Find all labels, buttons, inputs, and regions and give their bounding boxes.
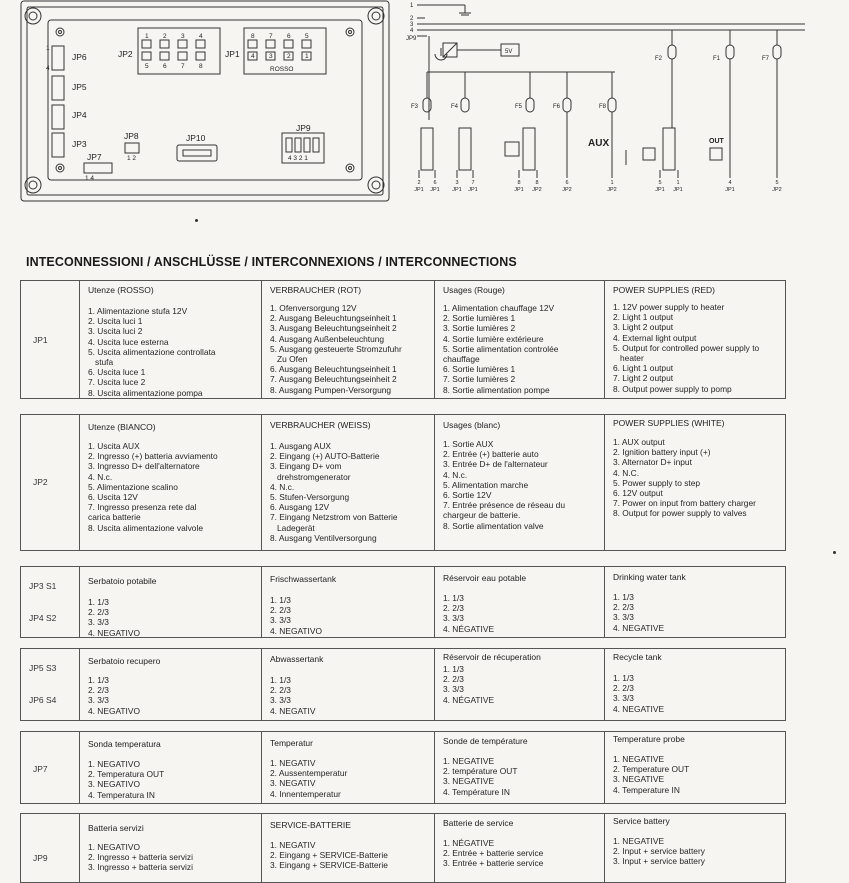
list-item: 1. 1/3 bbox=[443, 664, 464, 674]
list-item: 1. 1/3 bbox=[88, 597, 109, 607]
list-item: 2. 2/3 bbox=[443, 674, 464, 685]
list-item: 1. Uscita AUX bbox=[88, 441, 140, 451]
list-item: 6. Light 1 output bbox=[613, 363, 674, 374]
schem-out-pin-4: 7 bbox=[471, 180, 475, 186]
list-item: 8. Uscita alimentazione pompa bbox=[88, 387, 203, 398]
relay-5v-label: 5V bbox=[505, 49, 513, 55]
list-item: stufa bbox=[95, 357, 114, 368]
french-cell bbox=[434, 415, 604, 550]
list-item: 5. Output for controlled power supply to bbox=[613, 342, 760, 353]
list-item: 1. Ofenversorgung 12V bbox=[270, 303, 357, 313]
list-item: 3. 3/3 bbox=[88, 617, 109, 628]
english-heading: Temperature probe bbox=[613, 734, 685, 744]
italian-heading: Serbatoio recupero bbox=[88, 656, 161, 666]
english-heading: Drinking water tank bbox=[613, 572, 686, 582]
schem-out-conn-7: JP2 bbox=[562, 187, 572, 193]
italian-cell bbox=[79, 281, 261, 398]
schem-out-conn-6: JP2 bbox=[532, 187, 542, 193]
list-item: 8. Sortie alimentation valve bbox=[443, 520, 544, 531]
schem-out-conn-5: JP1 bbox=[514, 187, 524, 193]
list-item: 7. Entrée présence de réseau du bbox=[443, 500, 565, 511]
list-item: 4. Temperature IN bbox=[613, 784, 680, 795]
connector-label: JP4 S2 bbox=[29, 613, 57, 623]
list-item: 3. Alternator D+ input bbox=[613, 457, 692, 468]
list-item: 3. 3/3 bbox=[613, 693, 634, 704]
row-jp9 bbox=[20, 813, 786, 883]
list-item: 2. 2/3 bbox=[443, 603, 464, 614]
list-item: 1. 1/3 bbox=[613, 592, 634, 602]
list-item: 7. Ingresso presenza rete dal bbox=[88, 502, 197, 513]
list-item: 4. NÉGATIVE bbox=[443, 623, 495, 634]
french-heading: Sonde de température bbox=[443, 736, 528, 746]
connector-cell bbox=[21, 567, 79, 637]
list-item: 8. Sortie alimentation pompe bbox=[443, 384, 550, 395]
list-item: 7. Light 2 output bbox=[613, 373, 674, 384]
list-item: 4. Ausgang Außenbeleuchtung bbox=[270, 333, 385, 344]
list-item: 2. Sortie lumières 1 bbox=[443, 313, 516, 324]
german-heading: Abwassertank bbox=[270, 654, 324, 664]
german-cell bbox=[261, 814, 434, 882]
list-item: 3. Uscita luci 2 bbox=[88, 326, 143, 337]
list-item: 4. Sortie lumière extérieure bbox=[443, 333, 544, 344]
italian-cell bbox=[79, 415, 261, 550]
connector-label: JP1 bbox=[33, 335, 48, 345]
english-cell bbox=[604, 814, 785, 882]
french-heading: Usages (blanc) bbox=[443, 420, 501, 430]
list-item: 4. NEGATIVE bbox=[613, 622, 665, 633]
jp3-label: JP3 bbox=[72, 139, 87, 149]
schem-out-pin-6: 8 bbox=[535, 180, 539, 186]
jp6-pin-4: 4 bbox=[46, 65, 50, 72]
german-heading: SERVICE-BATTERIE bbox=[270, 820, 351, 830]
list-item: 2. 2/3 bbox=[613, 683, 634, 694]
schem-out-conn-12: JP2 bbox=[772, 187, 782, 193]
list-item: 1. 1/3 bbox=[270, 675, 291, 685]
schem-out-pin-8: 1 bbox=[610, 180, 614, 186]
list-item: 2. Eingang (+) AUTO-Batterie bbox=[270, 451, 380, 462]
italian-heading: Sonda temperatura bbox=[88, 739, 161, 749]
list-item: 2. 2/3 bbox=[88, 607, 109, 618]
italian-cell bbox=[79, 814, 261, 882]
schem-out-conn-11: JP1 bbox=[725, 187, 735, 193]
italian-heading: Utenze (ROSSO) bbox=[88, 285, 154, 295]
french-cell bbox=[434, 732, 604, 803]
german-heading: VERBRAUCHER (WEISS) bbox=[270, 420, 371, 430]
list-item: 2. Temperatura OUT bbox=[88, 769, 165, 780]
schem-out-pin-3: 3 bbox=[455, 180, 459, 186]
schem-out-pin-10: 1 bbox=[676, 180, 680, 186]
french-cell bbox=[434, 281, 604, 398]
jp2-pin-7: 7 bbox=[181, 63, 185, 70]
jp5-label: JP5 bbox=[72, 82, 87, 92]
list-item: 2. Ausgang Beleuchtungseinheit 1 bbox=[270, 313, 397, 324]
jp1-pin-1: 1 bbox=[305, 53, 309, 60]
list-item: 4. Innentemperatur bbox=[270, 788, 341, 799]
jp9-label: JP9 bbox=[296, 123, 311, 133]
list-item: 5. Ausgang gesteuerte Stromzufuhr bbox=[270, 343, 402, 354]
list-item: 3. NEGATIVE bbox=[613, 774, 665, 785]
jp2-pin-3: 3 bbox=[181, 33, 185, 40]
list-item: 3. Input + service battery bbox=[613, 856, 705, 867]
schem-top-pin-3: 3 bbox=[410, 22, 414, 28]
jp1-pin-4: 4 bbox=[251, 53, 255, 60]
list-item: 3. Eingang D+ vom bbox=[270, 461, 342, 472]
list-item: 1. Sortie AUX bbox=[443, 439, 494, 449]
list-item: 3. Ingresso D+ dell'alternatore bbox=[88, 461, 200, 472]
row-jp7 bbox=[20, 731, 786, 804]
list-item: Ladegerät bbox=[277, 522, 315, 533]
jp2-pin-4: 4 bbox=[199, 33, 203, 40]
list-item: 1. Alimentazione stufa 12V bbox=[88, 306, 188, 316]
list-item: 3. 3/3 bbox=[443, 613, 464, 624]
list-item: 1. NEGATIVE bbox=[443, 756, 495, 766]
connector-cell bbox=[21, 281, 79, 398]
connector-label: JP9 bbox=[33, 853, 48, 863]
schem-top-pin-2: 2 bbox=[410, 16, 414, 22]
row-jp1 bbox=[20, 280, 786, 399]
list-item: 6. Sortie lumières 1 bbox=[443, 364, 516, 375]
list-item: 4. Temperatura IN bbox=[88, 789, 155, 800]
connector-label: JP6 S4 bbox=[29, 695, 57, 705]
list-item: 5. Alimentazione scalino bbox=[88, 481, 178, 492]
aux-label: AUX bbox=[588, 138, 610, 149]
list-item: 8. Output for power supply to valves bbox=[613, 508, 747, 519]
english-cell bbox=[604, 732, 785, 803]
list-item: 3. 3/3 bbox=[613, 612, 634, 623]
schem-out-conn-8: JP2 bbox=[607, 187, 617, 193]
list-item: 1. 1/3 bbox=[443, 593, 464, 603]
list-item: 6. Ausgang 12V bbox=[270, 502, 330, 513]
jp2-pin-6: 6 bbox=[163, 63, 167, 70]
list-item: 4. NÉGATIVE bbox=[443, 694, 495, 705]
schem-out-conn-9: JP1 bbox=[655, 187, 665, 193]
schem-out-pin-9: 5 bbox=[658, 180, 662, 186]
jp2-pin-5: 5 bbox=[145, 63, 149, 70]
list-item: 2. Light 1 output bbox=[613, 312, 674, 323]
list-item: 8. Ausgang Pumpen-Versorgung bbox=[270, 384, 392, 395]
list-item: 4. NEGATIV bbox=[270, 705, 316, 716]
list-item: carica batterie bbox=[88, 512, 141, 523]
english-cell bbox=[604, 567, 785, 637]
french-heading: Réservoir de récuperation bbox=[443, 652, 541, 662]
schem-out-conn-4: JP1 bbox=[468, 187, 478, 193]
list-item: 8. Ausgang Ventilversorgung bbox=[270, 532, 377, 543]
list-item: 8. Output power supply to pomp bbox=[613, 383, 732, 394]
list-item: 1. Alimentation chauffage 12V bbox=[443, 303, 555, 313]
list-item: 1. 1/3 bbox=[88, 675, 109, 685]
fuse-f2-label: F2 bbox=[655, 56, 663, 62]
schem-out-conn-2: JP1 bbox=[430, 187, 440, 193]
jp1-pin-7: 7 bbox=[269, 33, 273, 40]
list-item: 2. Uscita luci 1 bbox=[88, 316, 143, 327]
jp6-pin-1: 1 bbox=[46, 45, 50, 52]
list-item: 7. Eingang Netzstrom von Batterie bbox=[270, 512, 398, 523]
english-heading: POWER SUPPLIES (RED) bbox=[613, 285, 716, 295]
list-item: 2. 2/3 bbox=[270, 685, 291, 696]
german-cell bbox=[261, 415, 434, 550]
list-item: 1. AUX output bbox=[613, 437, 665, 447]
german-heading: Frischwassertank bbox=[270, 574, 337, 584]
italian-cell bbox=[79, 649, 261, 720]
schem-out-pin-5: 8 bbox=[517, 180, 521, 186]
list-item: 3. Entrée + batterie service bbox=[443, 858, 544, 869]
fuse-f6-label: F6 bbox=[553, 104, 561, 110]
list-item: 1. NEGATIVE bbox=[613, 754, 665, 764]
row-jp5-jp6 bbox=[20, 648, 786, 721]
speck-mark bbox=[833, 551, 836, 554]
list-item: 3. NEGATIVO bbox=[88, 779, 140, 790]
jp10-label: JP10 bbox=[186, 133, 206, 143]
list-item: 5. Alimentation marche bbox=[443, 479, 529, 490]
list-item: 2. Eingang + SERVICE-Batterie bbox=[270, 850, 388, 861]
list-item: 3. 3/3 bbox=[270, 615, 291, 626]
german-cell bbox=[261, 649, 434, 720]
schem-out-pin-12: 5 bbox=[775, 180, 779, 186]
schem-top-pin-1: 1 bbox=[410, 3, 414, 9]
jp1-pin-2: 2 bbox=[287, 53, 291, 60]
schem-jp9-label: JP9 bbox=[406, 36, 417, 42]
german-cell bbox=[261, 281, 434, 398]
list-item: 4. N.C. bbox=[613, 467, 640, 478]
italian-cell bbox=[79, 567, 261, 637]
schem-out-pin-11: 4 bbox=[728, 180, 732, 186]
german-cell bbox=[261, 567, 434, 637]
list-item: 2. Ingresso + batteria servizi bbox=[88, 852, 193, 863]
list-item: 6. Ausgang Beleuchtungseinheit 1 bbox=[270, 364, 397, 375]
jp1-pin-6: 6 bbox=[287, 33, 291, 40]
jp2-pin-8: 8 bbox=[199, 63, 203, 70]
english-heading: Service battery bbox=[613, 816, 670, 826]
english-cell bbox=[604, 649, 785, 720]
jp8-label: JP8 bbox=[124, 131, 139, 141]
list-item: 5. Power supply to step bbox=[613, 477, 701, 488]
list-item: 2. Temperature OUT bbox=[613, 764, 690, 775]
list-item: 7. Ausgang Beleuchtungseinheit 2 bbox=[270, 374, 397, 385]
list-item: 2. 2/3 bbox=[270, 605, 291, 616]
list-item: 6. 12V output bbox=[613, 488, 663, 499]
list-item: chargeur de batterie. bbox=[443, 510, 521, 521]
wiring-schematic bbox=[405, 0, 849, 200]
section-title: INTECONNESSIONI / ANSCHLÜSSE / INTERCONNEXIONS / INTERCONNECTIONS bbox=[26, 255, 517, 269]
schem-out-conn-3: JP1 bbox=[452, 187, 462, 193]
english-heading: Recycle tank bbox=[613, 652, 662, 662]
jp8-pins: 1 2 bbox=[127, 155, 137, 162]
french-cell bbox=[434, 649, 604, 720]
list-item: 5. Uscita alimentazione controllata bbox=[88, 346, 216, 357]
jp2-pin-1: 1 bbox=[145, 33, 149, 40]
fuse-f8-label: F8 bbox=[599, 104, 607, 110]
connector-cell bbox=[21, 732, 79, 803]
german-cell bbox=[261, 732, 434, 803]
german-heading: Temperatur bbox=[270, 738, 313, 748]
french-heading: Réservoir eau potable bbox=[443, 573, 527, 583]
jp1-pin-5: 5 bbox=[305, 33, 309, 40]
list-item: 4. NEGATIVO bbox=[88, 705, 140, 716]
jp1-pin-8: 8 bbox=[251, 33, 255, 40]
list-item: 7. Power on input from battery charger bbox=[613, 498, 756, 509]
jp1-color-label: ROSSO bbox=[270, 66, 294, 73]
connector-label: JP3 S1 bbox=[29, 581, 57, 591]
list-item: 4. NEGATIVO bbox=[270, 625, 322, 636]
list-item: 4. NEGATIVO bbox=[88, 627, 140, 638]
list-item: 3. NEGATIV bbox=[270, 778, 316, 789]
italian-heading: Utenze (BIANCO) bbox=[88, 422, 156, 432]
english-cell bbox=[604, 281, 785, 398]
list-item: 3. 3/3 bbox=[443, 684, 464, 695]
list-item: 3. Entrée D+ de l'alternateur bbox=[443, 459, 548, 470]
jp2-label: JP2 bbox=[118, 49, 133, 59]
list-item: 1. NEGATIV bbox=[270, 758, 316, 768]
list-item: 3. NEGATIVE bbox=[443, 776, 495, 787]
list-item: 3. Ausgang Beleuchtungseinheit 2 bbox=[270, 323, 397, 334]
list-item: 1. NEGATIVO bbox=[88, 842, 140, 852]
list-item: 1. 1/3 bbox=[613, 673, 634, 683]
list-item: 1. NÉGATIVE bbox=[443, 838, 495, 848]
list-item: 5. Stufen-Versorgung bbox=[270, 492, 350, 503]
list-item: 4. External light output bbox=[613, 332, 697, 343]
jp7-label: JP7 bbox=[87, 152, 102, 162]
row-jp2 bbox=[20, 414, 786, 551]
fuse-f7-label: F7 bbox=[762, 56, 770, 62]
english-cell bbox=[604, 415, 785, 550]
fuse-f4-label: F4 bbox=[451, 104, 459, 110]
jp9-pins: 4 3 2 1 bbox=[288, 155, 308, 162]
german-heading: VERBRAUCHER (ROT) bbox=[270, 285, 362, 295]
list-item: 2. 2/3 bbox=[88, 685, 109, 696]
french-cell bbox=[434, 567, 604, 637]
list-item: 4. Uscita luce esterna bbox=[88, 336, 169, 347]
board-drawing bbox=[20, 0, 390, 203]
list-item: 6. Uscita 12V bbox=[88, 492, 138, 503]
list-item: 6. Sortie 12V bbox=[443, 490, 492, 501]
list-item: 8. Uscita alimentazione valvole bbox=[88, 522, 203, 533]
list-item: 6. Uscita luce 1 bbox=[88, 367, 146, 378]
list-item: 5. Sortie alimentation controlée bbox=[443, 343, 559, 354]
list-item: 2. Ignition battery input (+) bbox=[613, 447, 711, 458]
list-item: 4. N.c. bbox=[270, 481, 295, 492]
french-heading: Batterie de service bbox=[443, 818, 514, 828]
list-item: 1. NEGATIVE bbox=[613, 836, 665, 846]
connector-cell bbox=[21, 415, 79, 550]
list-item: 4. Température IN bbox=[443, 786, 510, 797]
schem-out-pin-1: 2 bbox=[417, 180, 421, 186]
list-item: 1. 1/3 bbox=[270, 595, 291, 605]
schem-out-conn-1: JP1 bbox=[414, 187, 424, 193]
connector-cell bbox=[21, 814, 79, 882]
connector-cell bbox=[21, 649, 79, 720]
list-item: 3. Eingang + SERVICE-Batterie bbox=[270, 860, 388, 871]
list-item: 2. 2/3 bbox=[613, 602, 634, 613]
french-cell bbox=[434, 814, 604, 882]
schem-out-conn-10: JP1 bbox=[673, 187, 683, 193]
list-item: 1. NEGATIVO bbox=[88, 759, 140, 769]
connector-label: JP5 S3 bbox=[29, 663, 57, 673]
list-item: 2. Entrée + batterie service bbox=[443, 848, 544, 859]
out-label: OUT bbox=[709, 138, 724, 145]
jp7-pins: 1 4 bbox=[85, 175, 95, 182]
list-item: 4. NEGATIVE bbox=[613, 703, 665, 714]
jp4-label: JP4 bbox=[72, 110, 87, 120]
list-item: 3. 3/3 bbox=[88, 695, 109, 706]
fuse-f1-label: F1 bbox=[713, 56, 721, 62]
speck-mark bbox=[195, 219, 198, 222]
list-item: 4. N.c. bbox=[88, 471, 113, 482]
list-item: 4. N.c. bbox=[443, 469, 468, 480]
fuse-f5-label: F5 bbox=[515, 104, 523, 110]
list-item: 1. NEGATIV bbox=[270, 840, 316, 850]
list-item: 1. 12V power supply to heater bbox=[613, 302, 725, 312]
list-item: 1. Ausgang AUX bbox=[270, 441, 331, 451]
english-heading: POWER SUPPLIES (WHITE) bbox=[613, 418, 725, 428]
connector-label: JP7 bbox=[33, 764, 48, 774]
italian-cell bbox=[79, 732, 261, 803]
jp6-label: JP6 bbox=[72, 52, 87, 62]
list-item: 2. Ingresso (+) batteria avviamento bbox=[88, 451, 218, 462]
connector-label: JP2 bbox=[33, 477, 48, 487]
list-item: 7. Sortie lumières 2 bbox=[443, 374, 516, 385]
list-item: Zu Ofen bbox=[277, 354, 308, 365]
schem-out-pin-7: 6 bbox=[565, 180, 569, 186]
jp1-pin-3: 3 bbox=[269, 53, 273, 60]
italian-heading: Serbatoio potabile bbox=[88, 576, 157, 586]
list-item: chauffage bbox=[443, 354, 480, 365]
fuse-f3-label: F3 bbox=[411, 104, 419, 110]
list-item: heater bbox=[620, 353, 644, 364]
list-item: 2. température OUT bbox=[443, 766, 518, 777]
row-jp3-jp4 bbox=[20, 566, 786, 638]
jp1-label: JP1 bbox=[225, 49, 240, 59]
list-item: 3. 3/3 bbox=[270, 695, 291, 706]
list-item: 2. Entrée (+) batterie auto bbox=[443, 449, 539, 460]
list-item: 3. Sortie lumières 2 bbox=[443, 323, 516, 334]
schem-out-pin-2: 6 bbox=[433, 180, 437, 186]
french-heading: Usages (Rouge) bbox=[443, 285, 505, 295]
schem-top-pin-4: 4 bbox=[410, 28, 414, 34]
list-item: 3. Ingresso + batteria servizi bbox=[88, 862, 193, 873]
jp2-pin-2: 2 bbox=[163, 33, 167, 40]
list-item: 2. Aussentemperatur bbox=[270, 768, 348, 779]
list-item: 7. Uscita luce 2 bbox=[88, 377, 146, 388]
list-item: 2. Input + service battery bbox=[613, 846, 705, 857]
list-item: 3. Light 2 output bbox=[613, 322, 674, 333]
list-item: drehstromgenerator bbox=[277, 471, 351, 482]
italian-heading: Batteria servizi bbox=[88, 823, 144, 833]
